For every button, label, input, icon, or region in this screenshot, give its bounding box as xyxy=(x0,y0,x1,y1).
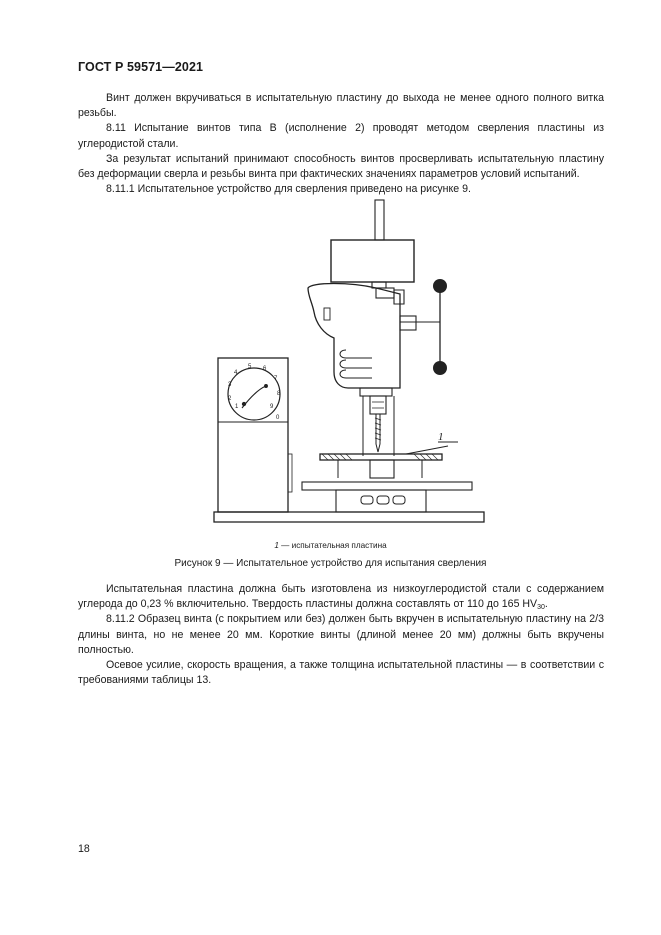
paragraph: 8.11 Испытание винтов типа В (исполнение 2) проводят методом сверления пластины из углеродистой стали. xyxy=(78,122,604,150)
feed-hub xyxy=(400,316,416,330)
dial-number: 3 xyxy=(228,382,232,388)
legend-text: — испытательная пластина xyxy=(281,541,387,550)
paragraph: Винт должен вкручиваться в испытательную пластину до выхода не менее одного полного витка резьбы. xyxy=(78,92,604,120)
dial-number: 4 xyxy=(234,370,238,376)
dial-number: 8 xyxy=(277,391,281,397)
feed-knob-top xyxy=(433,279,447,293)
text-block-bottom xyxy=(78,582,604,688)
dial-number: 9 xyxy=(270,404,274,410)
callout-number: 1 xyxy=(438,431,444,443)
drill-body xyxy=(308,284,400,389)
page-number: 18 xyxy=(78,843,90,855)
base-plate xyxy=(214,512,484,522)
paragraph: 8.11.1 Испытательное устройство для сверления приведено на рисунке 9. xyxy=(106,183,471,196)
figure-legend xyxy=(0,541,661,550)
dial-number: 2 xyxy=(228,396,232,402)
dial-number: 1 xyxy=(235,404,239,410)
dial-number: 6 xyxy=(263,366,267,372)
figure-caption: Рисунок 9 — Испытательное устройство для испытания сверления xyxy=(174,558,487,569)
dial-number: 5 xyxy=(248,364,252,370)
coupling-bracket xyxy=(394,290,404,304)
paragraph: Испытательная пластина должна быть изготовлена из низкоуглеродистой стали с содержанием углерода до 0,23 % включительно. Твердость пластины должна составлять от 110 до 165 $HV_{30}$. xyxy=(78,583,604,612)
chuck-collar xyxy=(360,388,392,396)
paragraph: 8.11.2 Образец винта (с покрытием или без) должен быть вкручен в испытательную пластину на 2/3 длины винта, но не менее 20 мм. Короткие винты (длиной менее 20 мм) должны быть вкручены полностью. xyxy=(78,613,604,656)
plate-holder xyxy=(370,460,394,478)
base-table xyxy=(302,482,472,490)
hardness-subscript: 30 xyxy=(537,604,545,612)
document-header: ГОСТ Р 59571—2021 xyxy=(78,60,204,74)
paragraph: За результат испытаний принимают способность винтов просверливать испытательную пластину без деформации сверла и резьбы винта при фактических значениях параметров условий испытаний. xyxy=(78,152,604,181)
paragraph: Осевое усилие, скорость вращения, а также толщина испытательной пластины — в соответствии с требованиями таблицы 13. xyxy=(78,659,604,687)
feed-knob-bottom xyxy=(433,361,447,375)
chuck xyxy=(370,396,386,414)
dial-number: 0 xyxy=(276,415,280,421)
text-block-top xyxy=(78,91,604,197)
spindle-rod xyxy=(375,200,384,240)
legend-number: 1 xyxy=(274,541,279,550)
base-block xyxy=(336,490,426,512)
test-plate xyxy=(320,454,442,460)
dial-number: 7 xyxy=(274,376,278,382)
motor-block xyxy=(331,240,414,282)
coupling-nut xyxy=(376,288,394,298)
drilling-test-device-figure xyxy=(200,190,500,530)
